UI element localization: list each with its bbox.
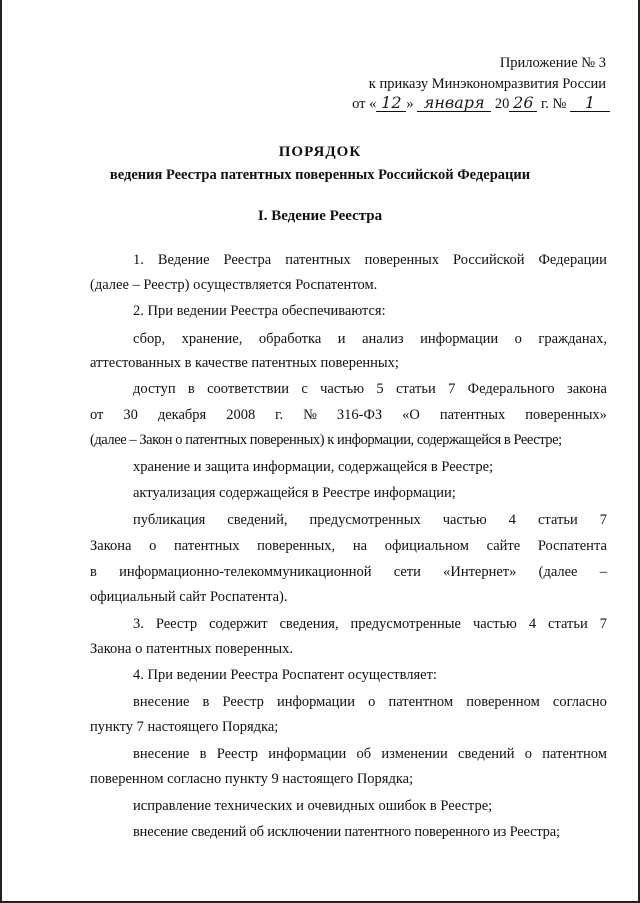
paragraph-line: внесение в Реестр информации о патентном поверенном согласно bbox=[133, 694, 607, 710]
paragraph-line: внесение сведений об исключении патентного поверенного из Реестра; bbox=[133, 824, 560, 840]
handwritten-day: 12 bbox=[376, 94, 406, 112]
section-heading: I. Ведение Реестра bbox=[257, 208, 383, 224]
order-reference: к приказу Минэкономразвития России bbox=[368, 76, 606, 92]
handwritten-year: 26 bbox=[509, 94, 537, 112]
scan-edge-left bbox=[0, 0, 2, 903]
paragraph-line: официальный сайт Роспатента). bbox=[90, 589, 288, 605]
paragraph-line: Закона о патентных поверенных, на официальном сайте Роспатента bbox=[90, 538, 607, 554]
paragraph-line: публикация сведений, предусмотренных частью 4 статьи 7 bbox=[133, 512, 607, 528]
paragraph-line: внесение в Реестр информации об изменении сведений о патентном bbox=[133, 746, 607, 762]
paragraph-line: пункту 7 настоящего Порядка; bbox=[90, 719, 279, 735]
paragraph-line: 4. При ведении Реестра Роспатент осуществляет: bbox=[133, 667, 437, 683]
document-subtitle: ведения Реестра патентных поверенных Российской Федерации bbox=[109, 167, 531, 183]
order-date-line bbox=[352, 94, 610, 113]
date-prefix: от « bbox=[352, 96, 377, 112]
paragraph-line: исправление технических и очевидных ошибок в Реестре; bbox=[133, 798, 493, 814]
date-quote-close: » bbox=[406, 96, 414, 112]
handwritten-month: января bbox=[417, 94, 491, 112]
paragraph-line: Закона о патентных поверенных. bbox=[90, 641, 294, 657]
year-prefix: 20 bbox=[494, 96, 510, 112]
paragraph-line: актуализация содержащейся в Реестре информации; bbox=[133, 485, 456, 501]
paragraph-line: аттестованных в качестве патентных поверенных; bbox=[90, 355, 399, 371]
paragraph-line: хранение и защита информации, содержащейся в Реестре; bbox=[133, 459, 494, 475]
paragraph-line: (далее – Реестр) осуществляется Роспатентом. bbox=[90, 277, 378, 293]
paragraph-line: сбор, хранение, обработка и анализ информации о гражданах, bbox=[133, 331, 607, 347]
paragraph-line: в информационно-телекоммуникационной сети «Интернет» (далее – bbox=[90, 564, 607, 580]
paragraph-line: 3. Реестр содержит сведения, предусмотренные частью 4 статьи 7 bbox=[133, 616, 607, 632]
appendix-number: Приложение № 3 bbox=[499, 55, 606, 71]
paragraph-line: доступ в соответствии с частью 5 статьи 7 Федерального закона bbox=[133, 381, 607, 397]
paragraph-line: поверенном согласно пункту 9 настоящего Порядка; bbox=[90, 771, 414, 787]
paragraph-line: 1. Ведение Реестра патентных поверенных Российской Федерации bbox=[133, 252, 607, 268]
paragraph-line: 2. При ведении Реестра обеспечиваются: bbox=[133, 303, 386, 319]
number-label: г. № bbox=[540, 96, 567, 112]
handwritten-number: 1 bbox=[570, 94, 610, 112]
paragraph-line: (далее – Закон о патентных поверенных) к информации, содержащейся в Реестре; bbox=[90, 432, 562, 448]
document-title: ПОРЯДОК bbox=[278, 144, 362, 160]
paragraph-line: от 30 декабря 2008 г. № 316-ФЗ «О патентных поверенных» bbox=[90, 407, 607, 423]
